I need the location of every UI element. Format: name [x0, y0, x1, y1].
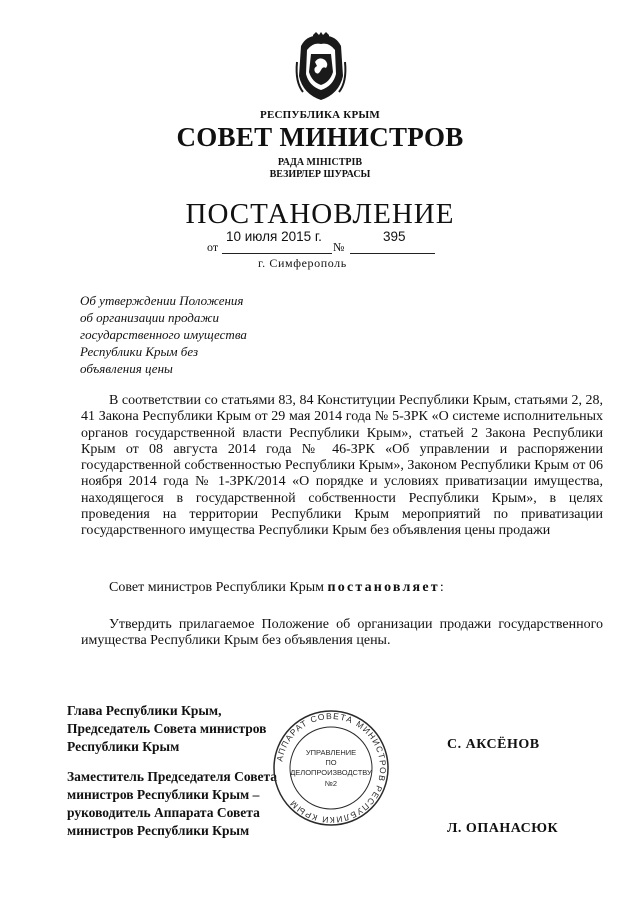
coat-of-arms-emblem [293, 32, 349, 102]
number-underline [350, 253, 435, 254]
decree-keyword: постановляет [327, 580, 440, 595]
position-line: Председатель Совета министров [67, 721, 267, 736]
subject-line: Об утверждении Положения [80, 293, 244, 308]
council-name: СОВЕТ МИНИСТРОВ [176, 122, 464, 152]
official-stamp [271, 708, 391, 828]
signatory-name-deputy: Л. ОПАНАСЮК [447, 821, 559, 836]
signatory-name-head: С. АКСЁНОВ [447, 737, 540, 752]
signatory-position-deputy [67, 768, 277, 840]
stamp-center-line: №2 [324, 779, 338, 788]
signatory-position-head [67, 702, 266, 756]
document-type-title: ПОСТАНОВЛЕНИЕ [185, 198, 455, 230]
legal-basis-paragraph: В соответствии со статьями 83, 84 Конституции Республики Крым, статьями 2, 28, 41 Закона Республики Крым от 29 мая 2014 года № 5-ЗРК «О системе исполнительных органов государственной власти Республики Крым», статьей 2 Закона Республики Крым от 08 августа 2014 года № 46-ЗРК «Об управлении и распоряжении государственной собственностью Республики Крым», Законом Республики Крым от 06 ноября 2014 года № 1-ЗРК/2014 «О порядке и условиях приватизации имущества, находящегося в государственной собственности Республики Крым», в целях проведения на территории Республики Крым мероприятий по приватизации государственного имущества Республики Крым без объявления цены продажи [81, 393, 603, 539]
stamp-ring-text: АППАРАТ СОВЕТА МИНИСТРОВ РЕСПУБЛИКИ КРЫМ [274, 710, 389, 826]
document-number: 395 [383, 229, 406, 244]
decree-text-paragraph: Утвердить прилагаемое Положение об организации продажи государственного имущества Республики Крым без объявления цены. [81, 617, 603, 649]
decree-colon: : [439, 580, 444, 595]
stamp-center-line: ПО [325, 758, 337, 767]
stamp-center-line: УПРАВЛЕНИЕ [305, 748, 357, 757]
council-name-ukrainian: РАДА МІНІСТРІВ [277, 157, 363, 168]
decree-intro-text: Совет министров Республики Крым [109, 580, 328, 595]
subject-line: об организации продажи [80, 310, 219, 325]
document-date: 10 июля 2015 г. [226, 229, 322, 244]
date-underline [222, 253, 332, 254]
date-prefix: от [207, 240, 219, 254]
number-prefix: № [333, 240, 345, 254]
position-line: министров Республики Крым [67, 823, 250, 838]
position-line: Республики Крым [67, 739, 180, 754]
position-line: Заместитель Председателя Совета [67, 769, 278, 784]
subject-line: объявления цены [80, 361, 173, 376]
document-subject [80, 292, 340, 377]
subject-line: Республики Крым без [80, 344, 199, 359]
subject-line: государственного имущества [80, 327, 247, 342]
position-line: министров Республики Крым – [67, 787, 260, 802]
position-line: Глава Республики Крым, [67, 703, 222, 718]
document-city: г. Симферополь [258, 256, 347, 270]
stamp-center-line: ДЕЛОПРОИЗВОДСТВУ [290, 768, 372, 777]
decree-statement [109, 580, 444, 596]
republic-name: РЕСПУБЛИКА КРЫМ [260, 109, 380, 121]
position-line: руководитель Аппарата Совета [67, 805, 260, 820]
council-name-crimean-tatar: ВЕЗИРЛЕР ШУРАСЫ [269, 169, 371, 180]
